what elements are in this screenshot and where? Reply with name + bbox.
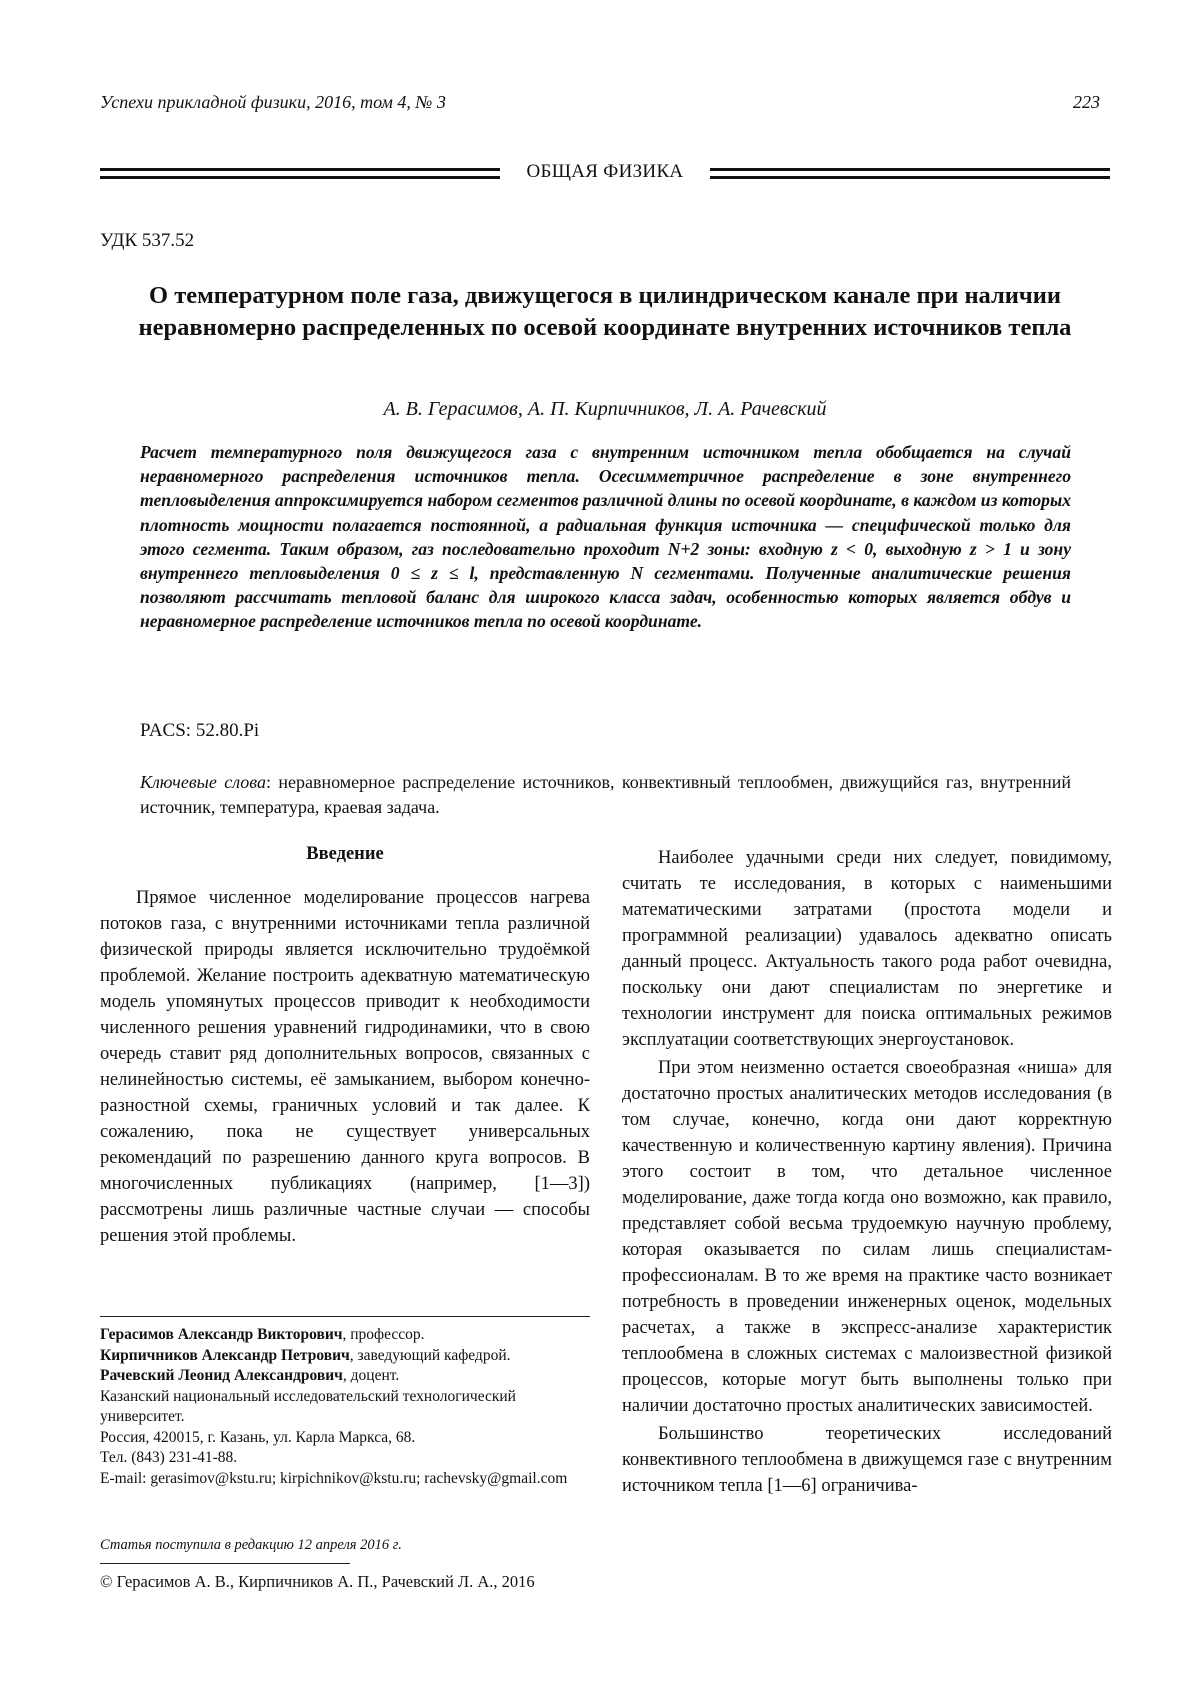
intro-paragraph: Прямое численное моделирование процессов нагрева потоков газа, с внутренними источниками тепла различной физической природы является исключительно трудоёмкой проблемой. Желание построить адекватную математическую модель упомянутых процессов приводит к необходимости численного решения уравнений гидродинамики, что в свою очередь ставит ряд дополнительных вопросов, связанных с нелинейностью системы, её замыканием, выбором конечно-разностной схемы, граничных условий и так далее. К сожалению, пока не существует универсальных рекомендаций по разрешению данного круга вопросов. В многочисленных публикациях (например, [1—3]) рассмотрены лишь различные частные случаи — способы решения этой проблемы.: [100, 888, 590, 1246]
copyright-divider: [100, 1563, 350, 1564]
section-rule-left: [100, 168, 500, 179]
author-1-name: Герасимов Александр Викторович: [100, 1326, 343, 1343]
pacs-code: PACS: 52.80.Pi: [140, 720, 260, 741]
author-2-role: , заведующий кафедрой.: [349, 1346, 511, 1364]
journal-citation: Успехи прикладной физики, 2016, том 4, № 3: [100, 92, 446, 112]
author-3-name: Рачевский Леонид Александрович: [100, 1367, 343, 1384]
author-3-role: , доцент.: [342, 1367, 400, 1384]
copyright: © Герасимов А. В., Кирпичников А. П., Рачевский Л. А., 2016: [100, 1572, 535, 1591]
page-number: 223: [1073, 92, 1100, 112]
section-banner: [100, 158, 1110, 188]
article-title: О температурном поле газа, движущегося в цилиндрическом канале при наличии неравномерно распределенных по осевой координате внутренних источников тепла: [138, 282, 1072, 341]
author-1-role: , профессор.: [342, 1326, 425, 1343]
udk-code: УДК 537.52: [100, 230, 195, 251]
phone: Тел. (843) 231-41-88.: [100, 1449, 238, 1466]
abstract: Расчет температурного поля движущегося газа с внутренним источником тепла обобщается на случай неравномерного распределения источников тепла. Осесимметричное распределение в зоне внутреннего тепловыделения аппроксимируется набором сегментов различной длины по осевой координате, в каждом из которых плотность мощности полагается постоянной, а радиальная функция источника — специфической только для этого сегмента. Таким образом, газ последовательно проходит N+2 зоны: входную z < 0, выходную z > 1 и зону внутреннего тепловыделения 0 ≤ z ≤ l, представленную N сегментами. Полученные аналитические решения позволяют рассчитать тепловой баланс для широкого класса задач, особенностью которых является обдув и неравномерное распределение источников тепла по осевой координате.: [140, 442, 1071, 632]
left-column: [100, 885, 590, 1249]
address: Россия, 420015, г. Казань, ул. Карла Маркса, 68.: [100, 1428, 416, 1446]
affiliation: Казанский национальный исследовательский технологический университет.: [100, 1387, 516, 1425]
right-paragraph-3: Большинство теоретических исследований конвективного теплообмена в движущемся газе с внутренним источником тепла [1—6] ограничива-: [622, 1424, 1112, 1496]
footnote-author-1: [100, 1325, 590, 1346]
footnote-divider: [100, 1316, 590, 1317]
author-footnote: [100, 1325, 590, 1489]
footnote-author-3: [100, 1366, 590, 1387]
intro-heading: Введение: [306, 844, 384, 864]
section-rule-right: [710, 168, 1110, 179]
right-paragraph-2: При этом неизменно остается своеобразная «ниша» для достаточно простых аналитических методов исследования (в том случае, конечно, когда они дают корректную качественную и количественную картину явления). Причина этого состоит в том, что детальное численное моделирование, даже тогда когда оно возможно, как правило, представляет собой весьма трудоемкую научную проблему, которая оказывается по силам лишь специалистам-профессионалам. В то же время на практике часто возникает потребность в проведении инженерных оценок, модельных расчетах, а также в экспресс-анализе характеристик теплообмена в сложных системах с малоизвестной физикой процессов, которые могут быть выполнены только при наличии достаточно простых аналитических зависимостей.: [622, 1058, 1112, 1416]
keywords: [140, 770, 1071, 820]
author-list: А. В. Герасимов, А. П. Кирпичников, Л. А. Рачевский: [383, 398, 827, 420]
right-column: [622, 845, 1112, 1499]
running-head: [100, 92, 1100, 113]
received-date: Статья поступила в редакцию 12 апреля 2016 г.: [100, 1537, 402, 1553]
footnote-author-2: [100, 1346, 590, 1367]
keywords-text: : неравномерное распределение источников, конвективный теплообмен, движущийся газ, внутренний источник, температура, краевая задача.: [140, 772, 1071, 817]
author-2-name: Кирпичников Александр Петрович: [100, 1346, 350, 1364]
keywords-label: Ключевые слова: [140, 772, 266, 792]
email: E-mail: gerasimov@kstu.ru; kirpichnikov@kstu.ru; rachevsky@gmail.com: [100, 1469, 568, 1487]
section-title: ОБЩАЯ ФИЗИКА: [526, 161, 684, 182]
right-paragraph-1: Наиболее удачными среди них следует, повидимому, считать те исследования, в которых с наименьшими математическими затратами (простота модели и программной реализации) удавалось адекватно описать данный процесс. Актуальность такого рода работ очевидна, поскольку они дают специалистам по энергетике и технологии инструмент для поиска оптимальных режимов эксплуатации соответствующих энергоустановок.: [622, 848, 1112, 1050]
